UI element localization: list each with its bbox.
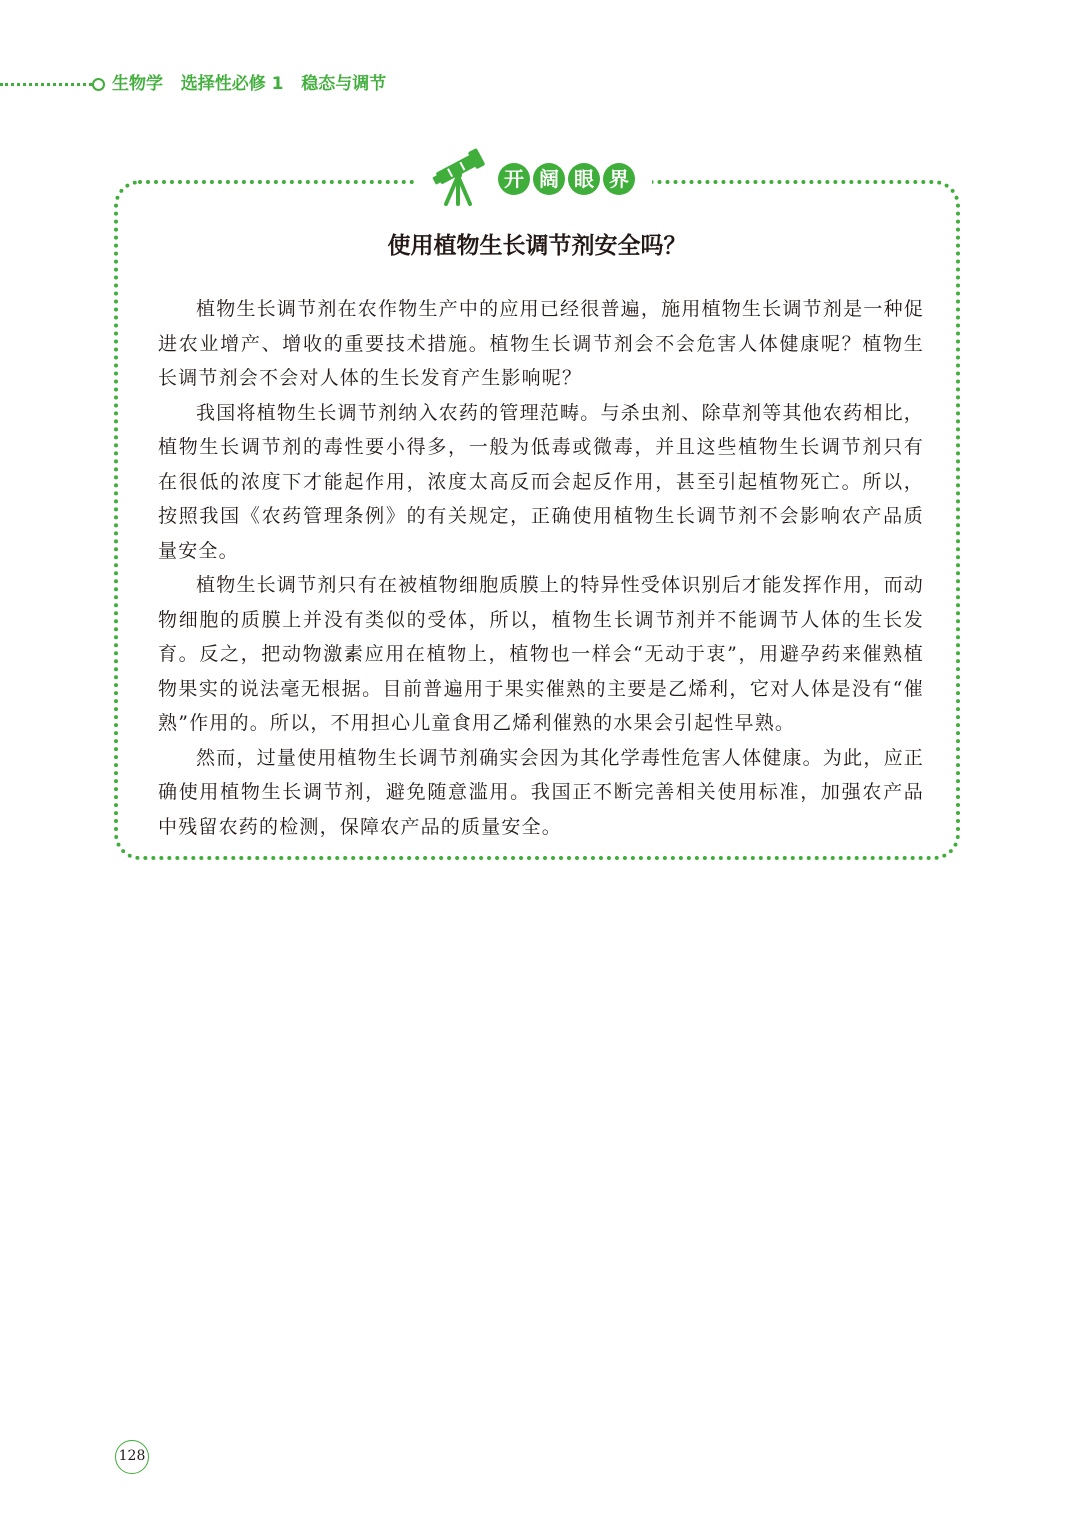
- label-char: 界: [603, 163, 635, 195]
- article-title: 使用植物生长调节剂安全吗？: [387, 233, 687, 259]
- sidebar-box-label: [498, 163, 635, 195]
- running-header: [0, 72, 560, 98]
- label-char: 开: [498, 163, 530, 195]
- header-dotted-line: [0, 83, 92, 86]
- paragraph: 我国将植物生长调节剂纳入农药的管理范畴。与杀虫剂、除草剂等其他农药相比，植物生长调节剂的毒性要小得多，一般为低毒或微毒，并且这些植物生长调节剂只有在很低的浓度下才能起作用，浓度太高反而会起反作用，甚至引起植物死亡。所以，按照我国《农药管理条例》的有关规定，正确使用植物生长调节剂不会影响农产品质量安全。: [158, 401, 924, 562]
- paragraph: 然而，过量使用植物生长调节剂确实会因为其化学毒性危害人体健康。为此，应正确使用植物生长调节剂，避免随意滥用。我国正不断完善相关使用标准，加强农产品中残留农药的检测，保障农产品的质量安全。: [158, 746, 924, 838]
- page-number: 128: [115, 1440, 149, 1474]
- paragraph: 植物生长调节剂只有在被植物细胞质膜上的特异性受体识别后才能发挥作用，而动物细胞的质膜上并没有类似的受体，所以，植物生长调节剂并不能调节人体的生长发育。反之，把动物激素应用在植物上，植物也一样会“无动于衷”，用避孕药来催熟植物果实的说法毫无根据。目前普遍用于果实催熟的主要是乙烯利，它对人体是没有“催熟”作用的。所以，不用担心儿童食用乙烯利催熟的水果会引起性早熟。: [158, 574, 924, 734]
- header-text: [112, 72, 386, 96]
- header-chapter: 稳态与调节: [301, 74, 387, 94]
- label-char: 阔: [533, 163, 565, 195]
- paragraph: 植物生长调节剂在农作物生产中的应用已经很普遍，施用植物生长调节剂是一种促进农业增产、增收的重要技术措施。植物生长调节剂会不会危害人体健康呢？植物生长调节剂会不会对人体的生长发育产生影响呢？: [158, 298, 924, 389]
- header-volume: 选择性必修 1: [180, 74, 284, 94]
- sidebar-box-tab: [416, 148, 652, 208]
- label-char: 眼: [568, 163, 600, 195]
- article-body: [158, 292, 924, 844]
- header-book: 生物学: [112, 74, 163, 94]
- telescope-icon: [430, 148, 490, 206]
- header-ring-icon: [92, 78, 105, 91]
